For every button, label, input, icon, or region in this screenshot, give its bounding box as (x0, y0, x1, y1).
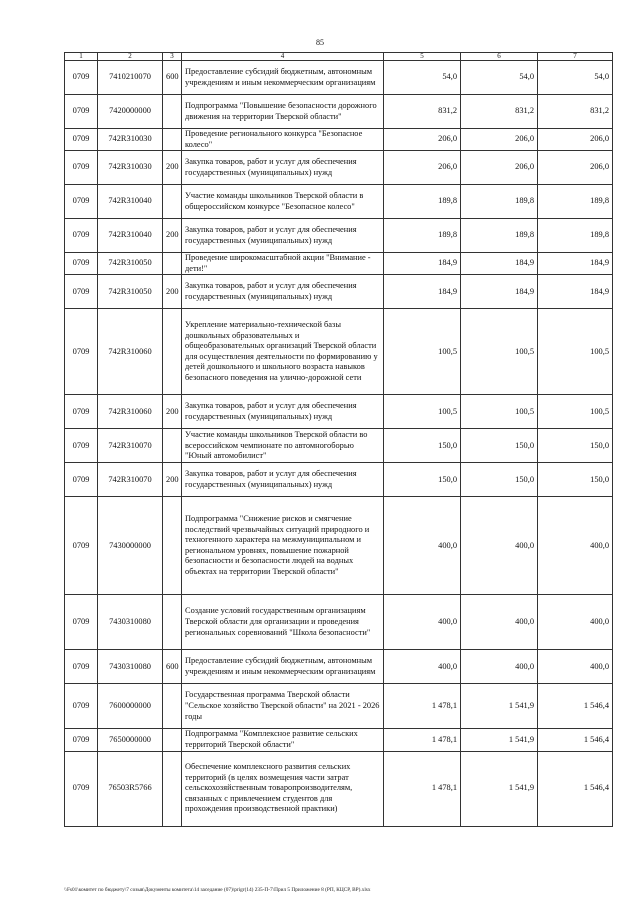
name-cell: Участие команды школьников Тверской области во всероссийском чемпионате по автомногоборью "Юный автомобилист" (182, 429, 384, 463)
amount-cell-2: 100,5 (461, 395, 538, 429)
table-row (65, 429, 613, 463)
table-row (65, 309, 613, 395)
section-cell: 0709 (65, 497, 98, 595)
name-cell: Предоставление субсидий бюджетным, автономным учреждениям и иным некоммерческим организациям (182, 61, 384, 95)
name-cell: Закупка товаров, работ и услуг для обеспечения государственных (муниципальных) нужд (182, 395, 384, 429)
header-cell: 5 (384, 53, 461, 61)
table-row (65, 61, 613, 95)
section-cell: 0709 (65, 129, 98, 151)
table-row (65, 751, 613, 826)
table-row (65, 395, 613, 429)
table-row (65, 595, 613, 650)
amount-cell-2: 100,5 (461, 309, 538, 395)
target-code-cell: 742R310040 (98, 219, 163, 253)
amount-cell-3: 1 546,4 (538, 751, 613, 826)
name-cell: Государственная программа Тверской области "Сельское хозяйство Тверской области" на 2021 - 2026 годы (182, 684, 384, 729)
expense-type-cell: 200 (163, 275, 182, 309)
target-code-cell: 7650000000 (98, 729, 163, 751)
amount-cell-1: 150,0 (384, 429, 461, 463)
amount-cell-3: 184,9 (538, 253, 613, 275)
section-cell: 0709 (65, 219, 98, 253)
header-cell: 6 (461, 53, 538, 61)
section-cell: 0709 (65, 309, 98, 395)
amount-cell-2: 189,8 (461, 219, 538, 253)
section-cell: 0709 (65, 275, 98, 309)
target-code-cell: 742R310050 (98, 253, 163, 275)
expense-type-cell: 200 (163, 151, 182, 185)
amount-cell-2: 400,0 (461, 650, 538, 684)
expense-type-cell (163, 595, 182, 650)
footer-file-path: \\Fs01\комитет по бюджету\7 созыв\Документы комитета\14 заседание (07)\prigr(14) 235-П-7\Прил 5 Приложение 8 (РП, КЦСР, ВР).xlsx (64, 887, 371, 893)
amount-cell-1: 1 478,1 (384, 684, 461, 729)
section-cell: 0709 (65, 61, 98, 95)
budget-table (64, 52, 613, 827)
expense-type-cell (163, 684, 182, 729)
amount-cell-2: 206,0 (461, 129, 538, 151)
amount-cell-1: 184,9 (384, 275, 461, 309)
section-cell: 0709 (65, 729, 98, 751)
amount-cell-2: 831,2 (461, 95, 538, 129)
amount-cell-1: 189,8 (384, 185, 461, 219)
amount-cell-1: 831,2 (384, 95, 461, 129)
amount-cell-1: 206,0 (384, 151, 461, 185)
amount-cell-2: 1 541,9 (461, 729, 538, 751)
section-cell: 0709 (65, 650, 98, 684)
amount-cell-3: 189,8 (538, 185, 613, 219)
amount-cell-2: 1 541,9 (461, 751, 538, 826)
expense-type-cell (163, 253, 182, 275)
table-row (65, 729, 613, 751)
name-cell: Подпрограмма "Комплексное развитие сельских территорий Тверской области" (182, 729, 384, 751)
section-cell: 0709 (65, 151, 98, 185)
expense-type-cell (163, 497, 182, 595)
section-cell: 0709 (65, 463, 98, 497)
expense-type-cell (163, 309, 182, 395)
name-cell: Предоставление субсидий бюджетным, автономным учреждениям и иным некоммерческим организациям (182, 650, 384, 684)
amount-cell-3: 831,2 (538, 95, 613, 129)
table-row (65, 463, 613, 497)
amount-cell-2: 150,0 (461, 463, 538, 497)
amount-cell-3: 400,0 (538, 650, 613, 684)
target-code-cell: 742R310070 (98, 463, 163, 497)
section-cell: 0709 (65, 253, 98, 275)
target-code-cell: 742R310050 (98, 275, 163, 309)
expense-type-cell (163, 751, 182, 826)
amount-cell-2: 400,0 (461, 595, 538, 650)
amount-cell-3: 150,0 (538, 429, 613, 463)
expense-type-cell (163, 129, 182, 151)
expense-type-cell: 600 (163, 61, 182, 95)
section-cell: 0709 (65, 95, 98, 129)
name-cell: Закупка товаров, работ и услуг для обеспечения государственных (муниципальных) нужд (182, 463, 384, 497)
section-cell: 0709 (65, 395, 98, 429)
amount-cell-3: 400,0 (538, 497, 613, 595)
amount-cell-2: 150,0 (461, 429, 538, 463)
amount-cell-1: 54,0 (384, 61, 461, 95)
name-cell: Подпрограмма "Снижение рисков и смягчение последствий чрезвычайных ситуаций природного и техногенного характера на межмуниципальном и региональном уровнях, повышение пожарной безопасности и безопасности людей на водных объектах на территории Тверской области" (182, 497, 384, 595)
header-cell: 3 (163, 53, 182, 61)
page-number: 85 (316, 38, 324, 47)
table-row (65, 650, 613, 684)
amount-cell-1: 189,8 (384, 219, 461, 253)
table-row (65, 275, 613, 309)
name-cell: Закупка товаров, работ и услуг для обеспечения государственных (муниципальных) нужд (182, 275, 384, 309)
amount-cell-1: 400,0 (384, 595, 461, 650)
table-row (65, 253, 613, 275)
table-row (65, 497, 613, 595)
amount-cell-3: 100,5 (538, 309, 613, 395)
amount-cell-1: 400,0 (384, 650, 461, 684)
amount-cell-1: 184,9 (384, 253, 461, 275)
target-code-cell: 7600000000 (98, 684, 163, 729)
amount-cell-3: 54,0 (538, 61, 613, 95)
target-code-cell: 7430310080 (98, 595, 163, 650)
amount-cell-3: 1 546,4 (538, 684, 613, 729)
header-row (65, 53, 613, 61)
section-cell: 0709 (65, 595, 98, 650)
table-row (65, 95, 613, 129)
amount-cell-1: 206,0 (384, 129, 461, 151)
header-cell: 7 (538, 53, 613, 61)
header-cell: 1 (65, 53, 98, 61)
table-row (65, 684, 613, 729)
amount-cell-3: 400,0 (538, 595, 613, 650)
amount-cell-2: 189,8 (461, 185, 538, 219)
amount-cell-2: 206,0 (461, 151, 538, 185)
target-code-cell: 7430000000 (98, 497, 163, 595)
name-cell: Проведение широкомасштабной акции "Внимание - дети!" (182, 253, 384, 275)
expense-type-cell (163, 95, 182, 129)
table-row (65, 219, 613, 253)
target-code-cell: 7420000000 (98, 95, 163, 129)
section-cell: 0709 (65, 751, 98, 826)
expense-type-cell: 200 (163, 219, 182, 253)
target-code-cell: 742R310060 (98, 395, 163, 429)
amount-cell-2: 184,9 (461, 275, 538, 309)
name-cell: Подпрограмма "Повышение безопасности дорожного движения на территории Тверской области" (182, 95, 384, 129)
expense-type-cell: 200 (163, 463, 182, 497)
header-cell: 4 (182, 53, 384, 61)
expense-type-cell (163, 185, 182, 219)
name-cell: Закупка товаров, работ и услуг для обеспечения государственных (муниципальных) нужд (182, 151, 384, 185)
name-cell: Обеспечение комплексного развития сельских территорий (в целях возмещения части затрат сельскохозяйственным товаропроизводителям, связанных с привлечением студентов для прохождения производственной практики) (182, 751, 384, 826)
table-row (65, 151, 613, 185)
amount-cell-2: 184,9 (461, 253, 538, 275)
target-code-cell: 7430310080 (98, 650, 163, 684)
table-row (65, 129, 613, 151)
expense-type-cell: 600 (163, 650, 182, 684)
amount-cell-3: 206,0 (538, 151, 613, 185)
amount-cell-2: 54,0 (461, 61, 538, 95)
name-cell: Укрепление материально-технической базы дошкольных образовательных и общеобразовательных организаций Тверской области для осуществления деятельности по формированию у детей дошкольного и школьного возраста навыков безопасного поведения на улично-дорожной сети (182, 309, 384, 395)
amount-cell-1: 1 478,1 (384, 751, 461, 826)
amount-cell-3: 1 546,4 (538, 729, 613, 751)
header-cell: 2 (98, 53, 163, 61)
amount-cell-3: 189,8 (538, 219, 613, 253)
amount-cell-2: 1 541,9 (461, 684, 538, 729)
name-cell: Проведение регионального конкурса "Безопасное колесо" (182, 129, 384, 151)
name-cell: Участие команды школьников Тверской области в общероссийском конкурсе "Безопасное колесо" (182, 185, 384, 219)
target-code-cell: 7410210070 (98, 61, 163, 95)
target-code-cell: 742R310060 (98, 309, 163, 395)
expense-type-cell (163, 729, 182, 751)
target-code-cell: 742R310070 (98, 429, 163, 463)
amount-cell-3: 150,0 (538, 463, 613, 497)
section-cell: 0709 (65, 185, 98, 219)
amount-cell-3: 206,0 (538, 129, 613, 151)
section-cell: 0709 (65, 429, 98, 463)
target-code-cell: 76503R5766 (98, 751, 163, 826)
amount-cell-1: 400,0 (384, 497, 461, 595)
amount-cell-3: 184,9 (538, 275, 613, 309)
target-code-cell: 742R310030 (98, 129, 163, 151)
expense-type-cell: 200 (163, 395, 182, 429)
amount-cell-3: 100,5 (538, 395, 613, 429)
name-cell: Создание условий государственным организациям Тверской области для организации и проведения региональных соревнований "Школа безопасности" (182, 595, 384, 650)
name-cell: Закупка товаров, работ и услуг для обеспечения государственных (муниципальных) нужд (182, 219, 384, 253)
table-row (65, 185, 613, 219)
target-code-cell: 742R310040 (98, 185, 163, 219)
target-code-cell: 742R310030 (98, 151, 163, 185)
section-cell: 0709 (65, 684, 98, 729)
amount-cell-1: 100,5 (384, 309, 461, 395)
amount-cell-2: 400,0 (461, 497, 538, 595)
expense-type-cell (163, 429, 182, 463)
amount-cell-1: 100,5 (384, 395, 461, 429)
amount-cell-1: 150,0 (384, 463, 461, 497)
amount-cell-1: 1 478,1 (384, 729, 461, 751)
